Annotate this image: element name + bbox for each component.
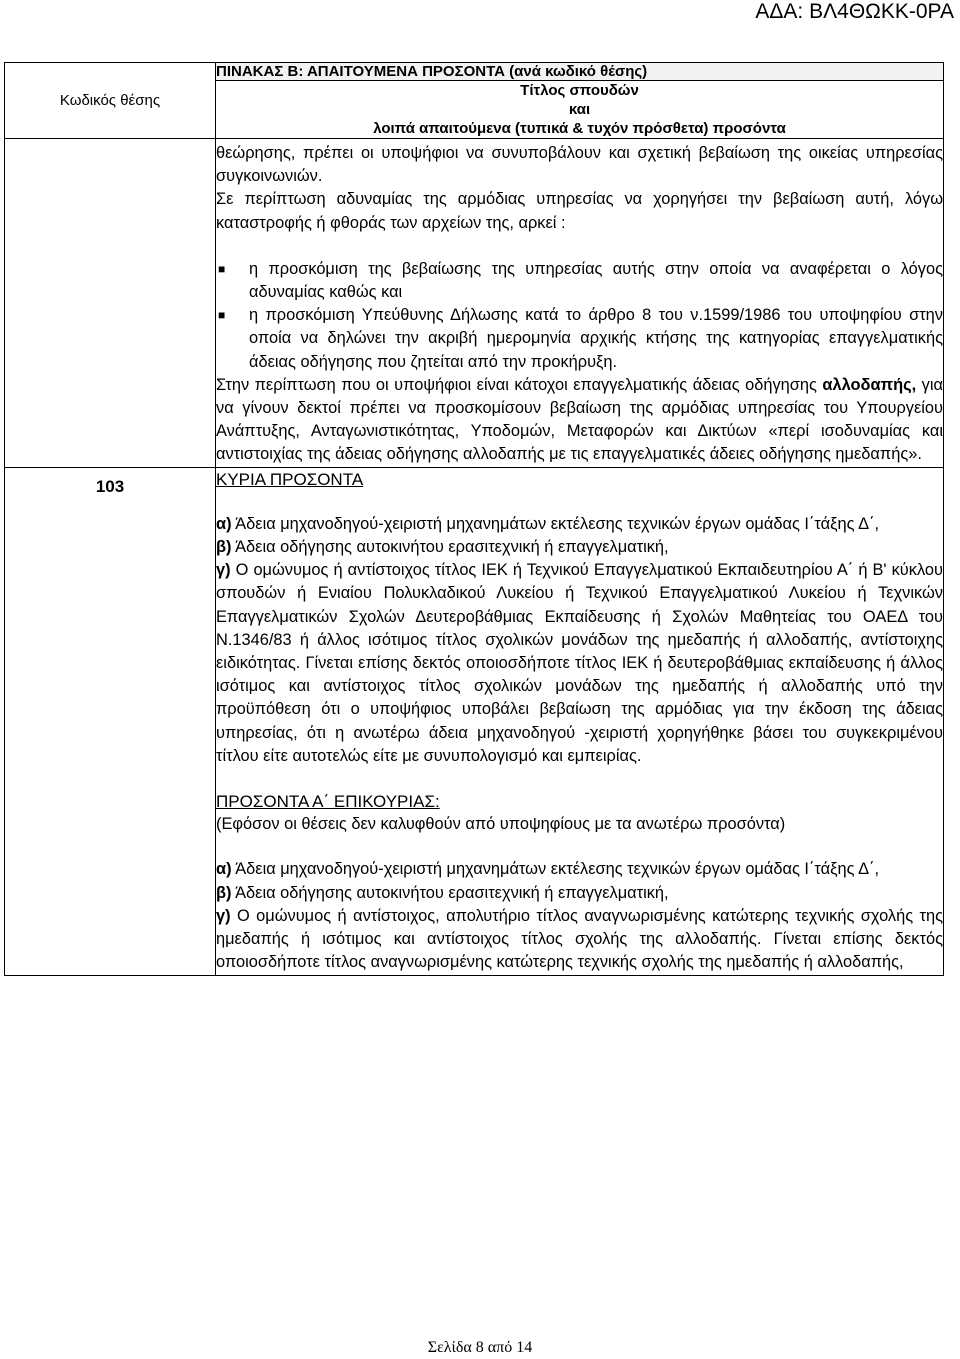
bold-term: αλλοδαπής, bbox=[822, 375, 917, 394]
paragraph: β) Άδεια οδήγησης αυτοκινήτου ερασιτεχνική ή επαγγελματική, bbox=[216, 538, 669, 557]
section-heading: ΚΥΡΙΑ ΠΡΟΣΟΝΤΑ bbox=[216, 469, 364, 489]
ada-code: ΑΔΑ: ΒΛ4ΘΩΚΚ-0ΡΑ bbox=[755, 0, 954, 23]
section-heading: ΠΡΟΣΟΝΤΑ Α΄ ΕΠΙΚΟΥΡΙΑΣ: bbox=[216, 792, 440, 812]
qual-header-line-2: και bbox=[568, 101, 591, 118]
paragraph: (Εφόσον οι θέσεις δεν καλυφθούν από υποψηφίους με τα ανωτέρω προσόντα) bbox=[216, 815, 786, 834]
qual-header-line-1: Τίτλος σπουδών bbox=[520, 82, 639, 99]
spacer bbox=[216, 768, 943, 790]
paragraph: β) Άδεια οδήγησης αυτοκινήτου ερασιτεχνική ή επαγγελματική, bbox=[216, 883, 669, 902]
code-column-header: Κωδικός θέσης bbox=[5, 63, 216, 139]
qualifications-table bbox=[4, 62, 944, 976]
position-code: 103 bbox=[5, 467, 216, 975]
square-bullet-icon: ■ bbox=[218, 308, 226, 323]
qualification-column-header bbox=[216, 81, 944, 139]
continuation-cell bbox=[216, 139, 944, 468]
table-header-row bbox=[5, 63, 944, 81]
qualifications-cell bbox=[216, 467, 944, 975]
table-row bbox=[5, 139, 944, 468]
list-item bbox=[216, 258, 943, 304]
paragraph: Στην περίπτωση που οι υποψήφιοι είναι κάτοχοι επαγγελματικής άδειας οδήγησης αλλοδαπής, για να γίνουν δεκτοί πρέπει να προσκομίσουν βεβαίωση της αρμόδιας υπηρεσίας του Υπουργείου Ανάπτυξης, Ανταγωνιστικότητας, Υποδομών, Μεταφορών και Δικτύων «περί ισοδυναμίας και αντιστοιχίας της άδειας οδήγησης αλλοδαπής με τις επαγγελματικές άδειες οδήγησης ημεδαπής». bbox=[216, 375, 943, 464]
paragraph: θεώρησης, πρέπει οι υποψήφιοι να συνυποβάλουν και σχετική βεβαίωση της οικείας υπηρεσίας συγκοινωνιών. bbox=[216, 144, 943, 186]
list-item-text: η προσκόμιση της βεβαίωσης της υπηρεσίας αυτής στην οποία να αναφέρεται ο λόγος αδυναμίας καθώς και bbox=[249, 259, 943, 302]
list-item bbox=[216, 304, 943, 374]
spacer bbox=[216, 491, 943, 513]
page-number: Σελίδα 8 από 14 bbox=[427, 1339, 533, 1356]
qual-header-line-3: λοιπά απαιτούμενα (τυπικά & τυχόν πρόσθετα) προσόντα bbox=[373, 120, 786, 137]
table-title: ΠΙΝΑΚΑΣ Β: ΑΠΑΙΤΟΥΜΕΝΑ ΠΡΟΣΟΝΤΑ (ανά κωδικό θέσης) bbox=[216, 63, 944, 81]
list-item-text: η προσκόμιση Υπεύθυνης Δήλωσης κατά το άρθρο 8 του ν.1599/1986 του υποψηφίου στην οποία να δηλώνει την ακριβή ημερομηνία αρχικής κτήσης της κατηγορίας επαγγελματικής άδειας οδήγησης που ζητείται από την προκήρυξη. bbox=[249, 306, 943, 371]
empty-code-cell bbox=[5, 139, 216, 468]
spacer bbox=[216, 235, 943, 257]
spacer bbox=[216, 836, 943, 858]
paragraph: α) Άδεια μηχανοδηγού-χειριστή μηχανημάτων εκτέλεσης τεχνικών έργων ομάδας Ι΄τάξης Δ΄, bbox=[216, 860, 880, 879]
table-row bbox=[5, 467, 944, 975]
paragraph: γ) Ο ομώνυμος ή αντίστοιχος τίτλος ΙΕΚ ή Τεχνικού Επαγγελματικού Εκπαιδευτηρίου Α΄ ή Β' κύκλου σπουδών ή Ενιαίου Πολυκλαδικού Λυκείου ή Τεχνικού Επαγγελματικού Λυκείου ή Τεχνικών Επαγγελματικών Σχολών Δευτεροβάθμιας Εκπαίδευσης ή Σχολών Μαθητείας του ΟΑΕΔ του Ν.1346/83 ή άλλος ισότιμος τίτλος σχολικών μονάδων της ημεδαπής ή αλλοδαπής, αντίστοιχης ειδικότητας. Γίνεται επίσης δεκτός οποιοσδήποτε τίτλος ΙΕΚ ή δευτεροβάθμιας εκπαίδευσης ή άλλος ισότιμος και αντίστοιχος τίτλος σχολικών μονάδων της ημεδαπής ή αλλοδαπής υπό την προϋπόθεση ότι ο υποψήφιος υποβάλει βεβαίωση της αρμόδιας για την έκδοση της άδειας υπηρεσίας, ότι η ανωτέρω άδεια μηχανοδηγού -χειριστή χορηγήθηκε βάσει του συγκεκριμένου τίτλου είτε αυτοτελώς είτε με συνυπολογισμό και εμπειρίας. bbox=[216, 561, 943, 765]
square-bullet-icon: ■ bbox=[218, 261, 226, 276]
paragraph: Σε περίπτωση αδυναμίας της αρμόδιας υπηρεσίας να χορηγήσει την βεβαίωση αυτή, λόγω καταστροφής ή φθοράς των αρχείων της, αρκεί : bbox=[216, 190, 943, 232]
paragraph: α) Άδεια μηχανοδηγού-χειριστή μηχανημάτων εκτέλεσης τεχνικών έργων ομάδας Ι΄τάξης Δ΄, bbox=[216, 514, 880, 533]
paragraph: γ) Ο ομώνυμος ή αντίστοιχος, απολυτήριο τίτλος αναγνωρισμένης κατώτερης τεχνικής σχολής της ημεδαπής ή ισότιμος και αντίστοιχος τίτλος σχολής της αλλοδαπής. Γίνεται επίσης δεκτός οποιοσδήποτε τίτλος αναγνωρισμένης κατώτερης τεχνικής σχολής της ημεδαπής ή αλλοδαπής, bbox=[216, 906, 943, 972]
